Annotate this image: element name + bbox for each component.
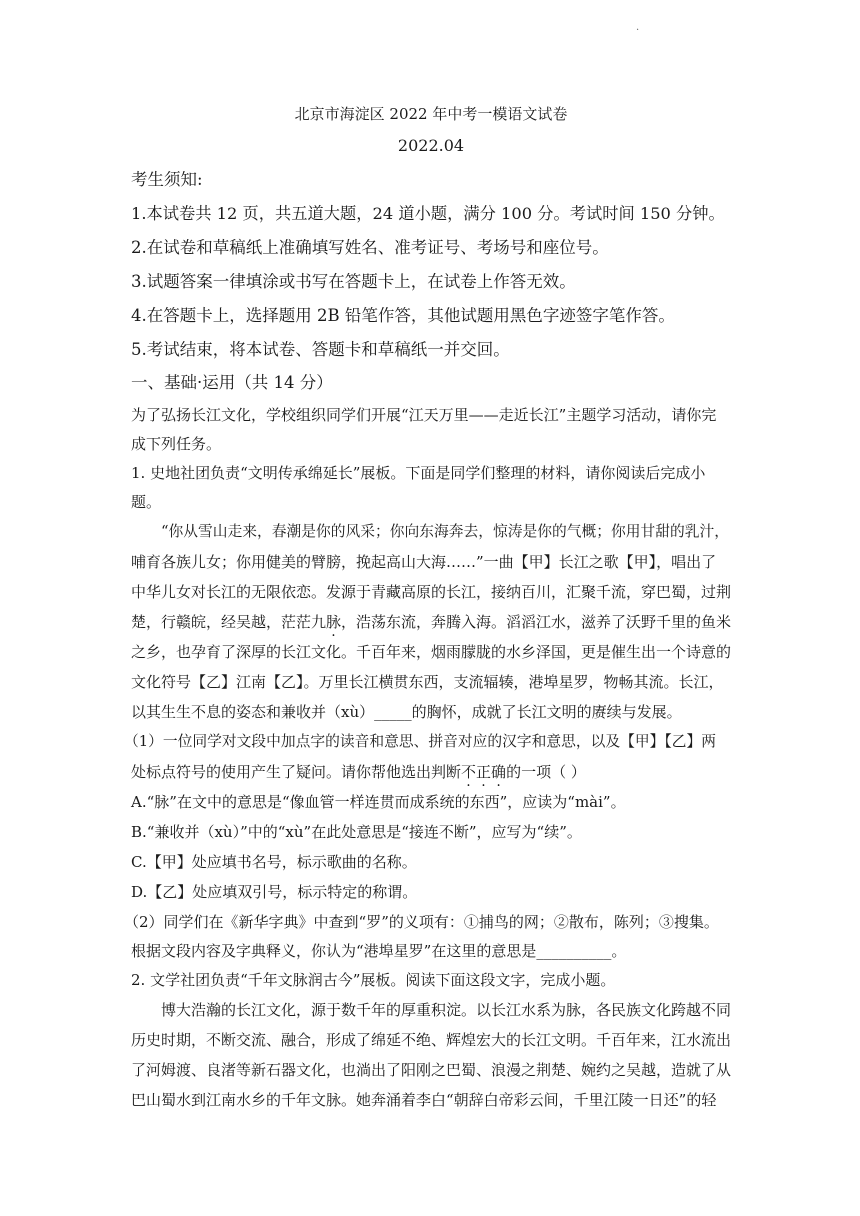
passage-line: 巴山蜀水到江南水乡的千年文脉。她奔涌着李白“朝辞白帝彩云间，千里江陵一日还”的轻 [131, 1091, 717, 1109]
passage-line [131, 612, 731, 632]
dotted-character: 确 [491, 763, 507, 781]
dotted-character: 正 [476, 763, 492, 781]
option-d: D.【乙】处应填双引号，标示特定的称谓。 [131, 883, 418, 901]
passage-line: 中华儿女对长江的无限依恋。发源于青藏高原的长江，接纳百川，汇聚千流，穿巴蜀，过荆 [131, 583, 732, 601]
question-1-lead: 题。 [131, 493, 162, 511]
passage-line: 哺育各族儿女；你用健美的臂膀，挽起高山大海……”一曲【甲】长江之歌【甲】，唱出了 [131, 553, 717, 571]
notice-item: 4.在答题卡上，选择题用 2B 铅笔作答，其他试题用黑色字迹签字笔作答。 [131, 306, 675, 325]
sub-question-2: （2）同学们在《新华字典》中查到“罗”的义项有：①捕鸟的网；②散布，陈列；③搜集。 [124, 913, 719, 931]
section-intro-line: 为了弘扬长江文化，学校组织同学们开展“江天万里——走近长江”主题学习活动，请你完 [131, 406, 717, 424]
notice-item: 5.考试结束，将本试卷、答题卡和草稿纸一并交回。 [131, 340, 510, 359]
passage-line: 历史时期，不断交流、融合，形成了绵延不绝、辉煌宏大的长江文明。千百年来，江水流出 [131, 1031, 732, 1049]
question-1-lead: 1. 史地社团负责“文明传承绵延长”展板。下面是同学们整理的材料，请你阅读后完成小 [131, 464, 706, 482]
section-intro-line: 成下列任务。 [131, 435, 222, 453]
option-a: A.“脉”在文中的意思是“像血管一样连贯而成系统的东西”，应读为“mài”。 [131, 793, 626, 811]
answer-bracket: 的一项（ ） [506, 763, 586, 781]
passage-line: “你从雪山走来，春潮是你的风采；你向东海奔去，惊涛是你的气概；你用甘甜的乳汁， [161, 523, 730, 540]
passage-line: 博大浩瀚的长江文化，源于数千年的厚重积淀。以长江水系为脉，各民族文化跨越不同 [161, 1001, 732, 1019]
option-b: B.“兼收并（xù）”中的“xù”在此处意思是“接连不断”，应写为“续”。 [131, 823, 582, 841]
passage-line: 了河姆渡、良渚等新石器文化，也淌出了阳刚之巴蜀、浪漫之荆楚、婉约之吴越，造就了从 [131, 1061, 732, 1079]
passage-text: 楚，行赣皖，经吴越，茫茫九 [131, 613, 327, 631]
dotted-character: 脉 [326, 613, 342, 631]
sub-question-1 [131, 762, 731, 782]
passage-line: 文化符号【乙】江南【乙】。万里长江横贯东西，支流辐辏，港埠星罗，物畅其流。长江， [131, 673, 724, 691]
exam-date: 2022.04 [397, 136, 465, 155]
sub-question-text: 处标点符号的使用产生了疑问。请你帮他选出判断 [131, 763, 462, 781]
notice-item: 2.在试卷和草稿纸上准确填写姓名、准考证号、考场号和座位号。 [131, 238, 609, 257]
notice-item: 3.试题答案一律填涂或书写在答题卡上，在试卷上作答无效。 [131, 272, 576, 291]
question-2-lead: 2. 文学社团负责“千年文脉润古今”展板。阅读下面这段文字，完成小题。 [131, 971, 616, 989]
exam-title: 北京市海淀区 2022 年中考一模语文试卷 [294, 105, 568, 123]
section-heading: 一、基础·运用（共 14 分） [131, 373, 333, 392]
page-mark: . [636, 22, 640, 33]
option-c: C.【甲】处应填书名号，标示歌曲的名称。 [131, 853, 417, 871]
dotted-character: 不 [461, 763, 477, 781]
notice-heading: 考生须知: [131, 170, 203, 189]
notice-item: 1.本试卷共 12 页，共五道大题，24 道小题，满分 100 分。考试时间 150 分钟。 [131, 204, 725, 223]
sub-question-2: 根据文段内容及字典释义，你认为“港埠星罗”在这里的意思是__________。 [131, 942, 627, 960]
passage-text: ，浩荡东流，奔腾入海。滔滔江水，滋养了沃野千里的鱼米 [341, 613, 732, 631]
passage-line: 以其生生不息的姿态和兼收并（xù）_____的胸怀，成就了长江文明的赓续与发展。 [131, 703, 682, 721]
sub-question-1: （1）一位同学对文段中加点字的读音和意思、拼音对应的汉字和意思，以及【甲】【乙】两 [124, 733, 717, 750]
passage-line: 之乡，也孕育了深厚的长江文化。千百年来，烟雨朦胧的水乡泽国，更是催生出一个诗意的 [131, 643, 732, 661]
